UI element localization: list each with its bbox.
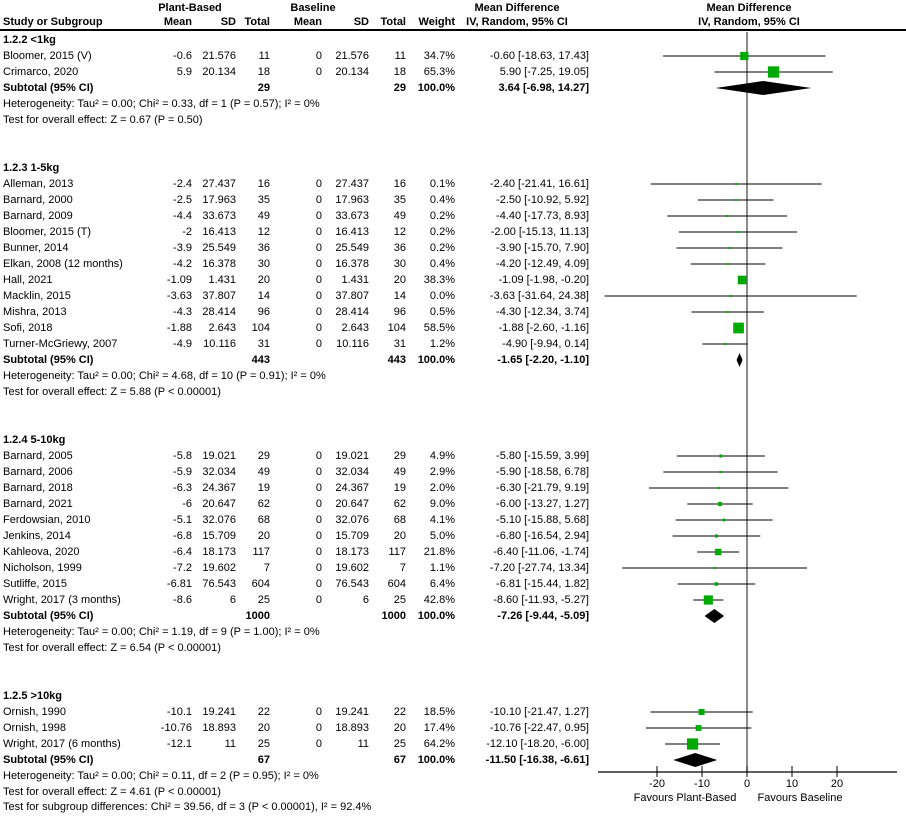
plant-total: 19 (257, 482, 270, 494)
study-name: Barnard, 2021 (3, 498, 73, 510)
plant-mean: -4.4 (173, 210, 192, 222)
baseline-total: 29 (393, 82, 406, 94)
baseline-mean: 0 (315, 194, 322, 206)
column-header-study: Study or Subgroup (3, 16, 103, 28)
plant-total: 68 (257, 514, 270, 526)
baseline-mean: 0 (315, 226, 322, 238)
baseline-total: 7 (399, 562, 406, 574)
weight-value: 18.5% (423, 706, 455, 718)
column-header-baseline-sd: SD (353, 16, 369, 28)
baseline-mean: 0 (315, 706, 322, 718)
study-name: Turner-McGriewy, 2007 (3, 338, 118, 350)
weight-value: 0.1% (429, 178, 455, 190)
study-name: Bloomer, 2015 (T) (3, 226, 92, 238)
plant-sd: 17.963 (202, 194, 236, 206)
plant-sd: 11 (224, 738, 236, 750)
plant-sd: 32.076 (202, 514, 236, 526)
md-ci-text: -11.50 [-16.38, -6.61] (485, 754, 589, 766)
plant-total: 604 (251, 578, 270, 590)
baseline-total: 36 (393, 242, 406, 254)
plant-sd: 27.437 (202, 178, 236, 190)
study-name: Sutliffe, 2015 (3, 578, 68, 590)
axis-tick-label: -20 (649, 778, 665, 790)
plant-total: 22 (257, 706, 270, 718)
weight-value: 100.0% (417, 82, 455, 94)
study-name: Ferdowsian, 2010 (3, 514, 91, 526)
md-ci-text: -5.10 [-15.88, 5.68] (496, 514, 589, 526)
md-ci-text: -10.10 [-21.47, 1.27] (489, 706, 589, 718)
baseline-mean: 0 (315, 338, 322, 350)
plant-total: 25 (257, 738, 270, 750)
baseline-total: 49 (393, 466, 406, 478)
baseline-mean: 0 (315, 738, 322, 750)
column-header-weight: Weight (418, 16, 455, 28)
plant-sd: 33.673 (202, 210, 236, 222)
column-header-plant-sd: SD (220, 16, 236, 28)
baseline-total: 25 (393, 738, 406, 750)
axis-tick-label: 10 (785, 778, 799, 790)
plant-sd: 20.647 (202, 498, 236, 510)
baseline-sd: 19.602 (335, 562, 369, 574)
baseline-sd: 19.241 (335, 706, 369, 718)
section-label: 1.2.5 >10kg (3, 690, 63, 702)
baseline-mean: 0 (315, 546, 322, 558)
column-group-plant-based: Plant-Based (158, 2, 222, 14)
md-ci-text: -8.60 [-11.93, -5.27] (493, 594, 589, 606)
axis-tick-label: -10 (694, 778, 710, 790)
plant-total: 16 (257, 178, 270, 190)
baseline-sd: 19.021 (335, 450, 369, 462)
baseline-mean: 0 (315, 594, 322, 606)
baseline-total: 16 (393, 178, 406, 190)
baseline-total: 96 (393, 306, 406, 318)
baseline-total: 20 (393, 722, 406, 734)
subtotal-label: Subtotal (95% CI) (3, 754, 94, 766)
plant-mean: -8.6 (173, 594, 192, 606)
md-ci-text: -6.80 [-16.54, 2.94] (496, 530, 589, 542)
baseline-sd: 28.414 (335, 306, 369, 318)
baseline-total: 29 (393, 450, 406, 462)
plant-total: 36 (257, 242, 270, 254)
plant-mean: -0.6 (173, 50, 192, 62)
baseline-sd: 32.076 (335, 514, 369, 526)
baseline-sd: 20.647 (335, 498, 369, 510)
plant-total: 20 (257, 722, 270, 734)
plant-sd: 37.807 (202, 290, 236, 302)
md-ci-text: -3.90 [-15.70, 7.90] (496, 242, 589, 254)
weight-value: 0.4% (429, 194, 455, 206)
baseline-sd: 33.673 (335, 210, 369, 222)
baseline-total: 30 (393, 258, 406, 270)
weight-value: 9.0% (429, 498, 455, 510)
baseline-sd: 24.367 (335, 482, 369, 494)
baseline-sd: 18.893 (335, 722, 369, 734)
md-ci-text: 5.90 [-7.25, 19.05] (499, 66, 589, 78)
weight-value: 5.0% (429, 530, 455, 542)
plant-mean: -6.3 (173, 482, 192, 494)
baseline-total: 443 (387, 354, 406, 366)
plant-mean: -6.8 (173, 530, 192, 542)
baseline-mean: 0 (315, 274, 322, 286)
baseline-sd: 18.173 (335, 546, 369, 558)
baseline-total: 1000 (381, 610, 406, 622)
study-name: Crimarco, 2020 (3, 66, 79, 78)
md-ci-text: -0.60 [-18.63, 17.43] (489, 50, 589, 62)
baseline-sd: 25.549 (335, 242, 369, 254)
plant-total: 67 (257, 754, 270, 766)
md-ci-text: -2.40 [-21.41, 16.61] (489, 178, 589, 190)
baseline-total: 604 (387, 578, 406, 590)
plant-total: 11 (258, 50, 270, 62)
section-label: 1.2.4 5-10kg (3, 434, 66, 446)
weight-value: 4.9% (429, 450, 455, 462)
study-name: Sofi, 2018 (3, 322, 53, 334)
plant-total: 30 (257, 258, 270, 270)
column-header-md-method: IV, Random, 95% CI (466, 16, 568, 28)
baseline-sd: 10.116 (336, 338, 369, 350)
md-ci-text: -6.40 [-11.06, -1.74] (493, 546, 589, 558)
plant-mean: -7.2 (173, 562, 192, 574)
md-ci-text: -6.00 [-13.27, 1.27] (496, 498, 589, 510)
study-name: Barnard, 2018 (3, 482, 73, 494)
baseline-total: 49 (393, 210, 406, 222)
study-name: Wright, 2017 (6 months) (3, 738, 121, 750)
baseline-sd: 76.543 (335, 578, 369, 590)
baseline-sd: 37.807 (335, 290, 369, 302)
study-name: Barnard, 2009 (3, 210, 73, 222)
weight-value: 0.2% (429, 226, 455, 238)
study-name: Elkan, 2008 (12 months) (3, 258, 123, 270)
md-ci-text: -4.40 [-17.73, 8.93] (496, 210, 589, 222)
baseline-total: 18 (393, 66, 406, 78)
plant-total: 1000 (245, 610, 270, 622)
plant-mean: -1.88 (166, 322, 192, 334)
plant-sd: 20.134 (202, 66, 236, 78)
weight-value: 17.4% (423, 722, 455, 734)
baseline-mean: 0 (315, 466, 322, 478)
md-ci-text: -7.20 [-27.74, 13.34] (489, 562, 589, 574)
baseline-total: 62 (393, 498, 406, 510)
plant-sd: 18.173 (202, 546, 236, 558)
baseline-sd: 20.134 (335, 66, 369, 78)
column-header-baseline-mean: Mean (293, 16, 322, 28)
study-name: Barnard, 2000 (3, 194, 73, 206)
column-group-md-text: Mean Difference (474, 2, 560, 14)
weight-value: 34.7% (423, 50, 455, 62)
study-name: Alleman, 2013 (3, 178, 74, 190)
weight-value: 2.9% (429, 466, 455, 478)
baseline-total: 104 (387, 322, 406, 334)
weight-value: 100.0% (417, 354, 455, 366)
favours-left-label: Favours Plant-Based (633, 792, 737, 804)
subtotal-label: Subtotal (95% CI) (3, 610, 94, 622)
study-name: Ornish, 1990 (3, 706, 66, 718)
md-ci-text: -2.50 [-10.92, 5.92] (496, 194, 589, 206)
plant-mean: -5.1 (173, 514, 192, 526)
baseline-mean: 0 (315, 498, 322, 510)
baseline-sd: 17.963 (335, 194, 369, 206)
weight-value: 38.3% (423, 274, 455, 286)
column-group-baseline: Baseline (290, 2, 336, 14)
plant-mean: -10.76 (160, 722, 192, 734)
plant-sd: 21.576 (202, 50, 236, 62)
plant-sd: 6 (229, 594, 236, 606)
md-ci-text: -4.30 [-12.34, 3.74] (496, 306, 589, 318)
plant-total: 25 (257, 594, 270, 606)
plant-sd: 16.378 (202, 258, 236, 270)
plant-sd: 32.034 (202, 466, 236, 478)
plant-mean: -3.9 (173, 242, 192, 254)
weight-value: 4.1% (429, 514, 455, 526)
study-name: Nicholson, 1999 (3, 562, 82, 574)
md-ci-text: -4.90 [-9.94, 0.14] (502, 338, 589, 350)
md-ci-text: -1.09 [-1.98, -0.20] (498, 274, 589, 286)
plant-mean: -2.5 (173, 194, 192, 206)
baseline-total: 20 (393, 274, 406, 286)
weight-value: 0.5% (429, 306, 455, 318)
overall-effect-text: Test for overall effect: Z = 6.54 (P < 0.00001) (3, 642, 221, 654)
md-ci-text: -12.10 [-18.20, -6.00] (486, 738, 589, 750)
baseline-total: 22 (393, 706, 406, 718)
heterogeneity-text: Heterogeneity: Tau² = 0.00; Chi² = 4.68, df = 10 (P = 0.91); I² = 0% (3, 370, 326, 382)
plant-mean: -4.9 (173, 338, 192, 350)
md-ci-text: -5.80 [-15.59, 3.99] (496, 450, 589, 462)
plant-mean: -5.9 (173, 466, 192, 478)
column-header-baseline-total: Total (380, 16, 406, 28)
plant-total: 96 (257, 306, 270, 318)
column-header-md-plot-method: IV, Random, 95% CI (698, 16, 800, 28)
study-name: Wright, 2017 (3 months) (3, 594, 121, 606)
axis-tick-label: 20 (830, 778, 844, 790)
column-header-plant-mean: Mean (163, 16, 192, 28)
baseline-mean: 0 (315, 578, 322, 590)
baseline-mean: 0 (315, 66, 322, 78)
baseline-total: 67 (393, 754, 406, 766)
baseline-total: 14 (393, 290, 406, 302)
baseline-sd: 15.709 (335, 530, 369, 542)
plant-mean: -2 (182, 226, 192, 238)
baseline-sd: 1.431 (341, 274, 369, 286)
md-ci-text: -1.65 [-2.20, -1.10] (497, 354, 589, 366)
plant-total: 29 (257, 82, 270, 94)
subtotal-label: Subtotal (95% CI) (3, 354, 94, 366)
column-header-plant-total: Total (244, 16, 270, 28)
plant-sd: 19.241 (202, 706, 236, 718)
plant-total: 49 (257, 210, 270, 222)
baseline-total: 25 (393, 594, 406, 606)
weight-value: 1.2% (429, 338, 455, 350)
baseline-sd: 27.437 (335, 178, 369, 190)
heterogeneity-text: Heterogeneity: Tau² = 0.00; Chi² = 1.19, df = 9 (P = 1.00); I² = 0% (3, 626, 320, 638)
plant-mean: -4.3 (173, 306, 192, 318)
subgroup-difference-test: Test for subgroup differences: Chi² = 39.56, df = 3 (P < 0.00001), I² = 92.4% (3, 801, 372, 813)
plant-mean: -3.63 (166, 290, 192, 302)
study-name: Barnard, 2005 (3, 450, 73, 462)
baseline-mean: 0 (315, 514, 322, 526)
plant-total: 35 (257, 194, 270, 206)
plant-sd: 19.021 (202, 450, 236, 462)
baseline-mean: 0 (315, 258, 322, 270)
md-ci-text: -6.81 [-15.44, 1.82] (496, 578, 589, 590)
baseline-mean: 0 (315, 306, 322, 318)
weight-value: 100.0% (417, 610, 455, 622)
baseline-sd: 32.034 (335, 466, 369, 478)
weight-value: 100.0% (417, 754, 455, 766)
section-label: 1.2.2 <1kg (3, 34, 56, 46)
plant-sd: 76.543 (202, 578, 236, 590)
baseline-sd: 11 (357, 738, 369, 750)
plant-mean: -12.1 (166, 738, 192, 750)
md-ci-text: 3.64 [-6.98, 14.27] (498, 82, 589, 94)
study-name: Kahleova, 2020 (3, 546, 80, 558)
plant-mean: -6.4 (173, 546, 192, 558)
plant-sd: 18.893 (202, 722, 236, 734)
weight-value: 42.8% (423, 594, 455, 606)
plant-total: 49 (257, 466, 270, 478)
baseline-mean: 0 (315, 50, 322, 62)
subtotal-label: Subtotal (95% CI) (3, 82, 94, 94)
plant-total: 62 (257, 498, 270, 510)
study-name: Hall, 2021 (3, 274, 53, 286)
baseline-sd: 21.576 (335, 50, 369, 62)
baseline-sd: 16.378 (335, 258, 369, 270)
md-ci-text: -2.00 [-15.13, 11.13] (490, 226, 589, 238)
plant-total: 104 (251, 322, 270, 334)
baseline-mean: 0 (315, 450, 322, 462)
plant-sd: 1.431 (208, 274, 236, 286)
baseline-mean: 0 (315, 482, 322, 494)
weight-value: 0.2% (429, 210, 455, 222)
baseline-total: 31 (393, 338, 406, 350)
study-name: Bunner, 2014 (3, 242, 69, 254)
baseline-mean: 0 (315, 242, 322, 254)
plant-sd: 15.709 (202, 530, 236, 542)
study-name: Ornish, 1998 (3, 722, 66, 734)
plant-total: 31 (257, 338, 270, 350)
plant-sd: 19.602 (202, 562, 236, 574)
baseline-mean: 0 (315, 210, 322, 222)
plant-total: 117 (252, 546, 270, 558)
weight-value: 2.0% (429, 482, 455, 494)
weight-value: 0.2% (429, 242, 455, 254)
plant-mean: -5.8 (173, 450, 192, 462)
baseline-sd: 2.643 (341, 322, 369, 334)
baseline-mean: 0 (315, 322, 322, 334)
plant-mean: -6.81 (166, 578, 192, 590)
overall-effect-text: Test for overall effect: Z = 5.88 (P < 0.00001) (3, 386, 221, 398)
baseline-total: 35 (393, 194, 406, 206)
weight-value: 64.2% (423, 738, 455, 750)
heterogeneity-text: Heterogeneity: Tau² = 0.00; Chi² = 0.11, df = 2 (P = 0.95); I² = 0% (3, 770, 319, 782)
plant-sd: 16.413 (202, 226, 236, 238)
plant-mean: -6 (182, 498, 192, 510)
plant-total: 12 (257, 226, 270, 238)
overall-effect-text: Test for overall effect: Z = 4.61 (P < 0.00001) (3, 786, 221, 798)
weight-value: 1.1% (429, 562, 455, 574)
baseline-mean: 0 (315, 178, 322, 190)
baseline-sd: 16.413 (335, 226, 369, 238)
heterogeneity-text: Heterogeneity: Tau² = 0.00; Chi² = 0.33, df = 1 (P = 0.57); I² = 0% (3, 98, 320, 110)
plant-mean: 5.9 (176, 66, 192, 78)
md-ci-text: -5.90 [-18.58, 6.78] (496, 466, 589, 478)
plant-total: 29 (257, 450, 270, 462)
baseline-mean: 0 (315, 290, 322, 302)
baseline-mean: 0 (315, 562, 322, 574)
plant-total: 7 (263, 562, 270, 574)
study-name: Macklin, 2015 (3, 290, 71, 302)
baseline-total: 117 (388, 546, 406, 558)
axis-tick-label: 0 (743, 778, 751, 790)
plant-sd: 24.367 (202, 482, 236, 494)
overall-effect-text: Test for overall effect: Z = 0.67 (P = 0.50) (3, 114, 203, 126)
study-name: Barnard, 2006 (3, 466, 73, 478)
plant-total: 20 (257, 274, 270, 286)
weight-value: 58.5% (423, 322, 455, 334)
baseline-mean: 0 (315, 530, 322, 542)
baseline-mean: 0 (315, 722, 322, 734)
weight-value: 65.3% (423, 66, 455, 78)
plant-total: 20 (257, 530, 270, 542)
study-name: Mishra, 2013 (3, 306, 67, 318)
section-label: 1.2.3 1-5kg (3, 162, 60, 174)
plant-sd: 2.643 (208, 322, 236, 334)
plant-total: 443 (251, 354, 270, 366)
plant-mean: -2.4 (173, 178, 192, 190)
favours-right-label: Favours Baseline (757, 792, 843, 804)
baseline-total: 12 (393, 226, 406, 238)
weight-value: 0.4% (429, 258, 455, 270)
baseline-total: 20 (393, 530, 406, 542)
md-ci-text: -6.30 [-21.79, 9.19] (496, 482, 589, 494)
plant-sd: 25.549 (202, 242, 236, 254)
plant-mean: -4.2 (173, 258, 192, 270)
weight-value: 0.0% (429, 290, 455, 302)
baseline-total: 19 (393, 482, 406, 494)
study-name: Jenkins, 2014 (3, 530, 71, 542)
md-ci-text: -3.63 [-31.64, 24.38] (489, 290, 589, 302)
plant-total: 18 (257, 66, 270, 78)
baseline-total: 68 (393, 514, 406, 526)
md-ci-text: -7.26 [-9.44, -5.09] (497, 610, 589, 622)
baseline-sd: 6 (362, 594, 369, 606)
plant-mean: -10.1 (166, 706, 192, 718)
plant-sd: 10.116 (203, 338, 236, 350)
plant-sd: 28.414 (202, 306, 236, 318)
plant-total: 14 (257, 290, 270, 302)
weight-value: 21.8% (423, 546, 455, 558)
md-ci-text: -10.76 [-22.47, 0.95] (489, 722, 589, 734)
baseline-total: 11 (394, 50, 406, 62)
md-ci-text: -4.20 [-12.49, 4.09] (496, 258, 589, 270)
study-name: Bloomer, 2015 (V) (3, 50, 92, 62)
md-ci-text: -1.88 [-2.60, -1.16] (498, 322, 589, 334)
plant-mean: -1.09 (166, 274, 192, 286)
column-group-md-plot: Mean Difference (706, 2, 792, 14)
weight-value: 6.4% (429, 578, 455, 590)
